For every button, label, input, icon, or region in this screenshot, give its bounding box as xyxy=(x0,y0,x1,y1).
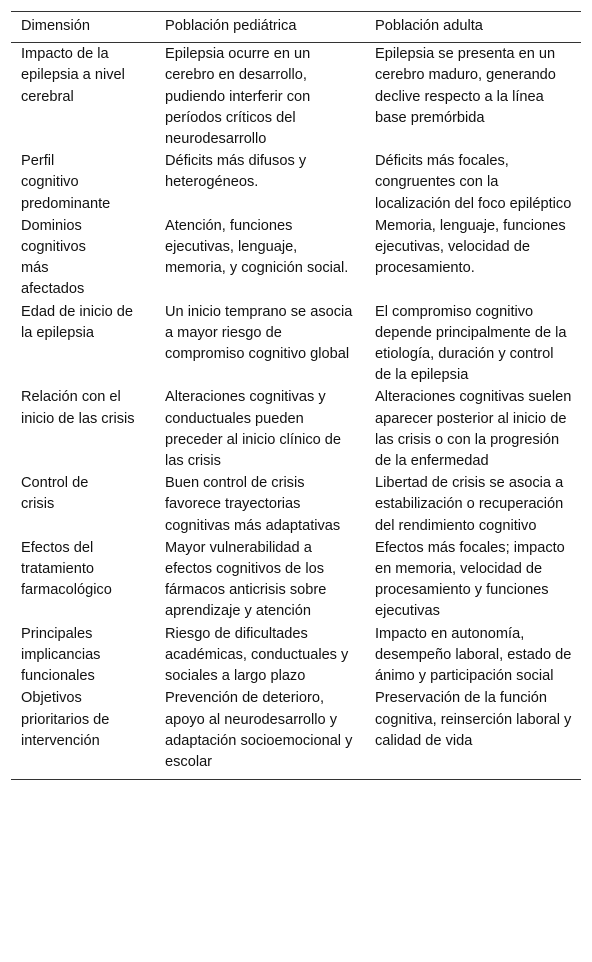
cell-dimension: Efectos del tratamiento farmacológico xyxy=(21,539,112,599)
cell-adult: Déficits más focales, congruentes con la localización del foco epiléptico xyxy=(375,153,572,212)
table-row xyxy=(11,386,581,472)
cell-adult: Preservación de la función cognitiva, reinserción laboral y calidad de vida xyxy=(365,687,581,779)
cell-dimension: Principales implicancias funcionales xyxy=(21,625,101,685)
header-pediatric: Población pediátrica xyxy=(155,12,365,43)
cell-pediatric: Mayor vulnerabilidad a efectos cognitivos de los fármacos anticrisis sobre aprendizaje y atención xyxy=(165,539,327,620)
table-row xyxy=(11,537,581,623)
header-row xyxy=(11,12,581,43)
cell-pediatric: Prevención de deterioro, apoyo al neurodesarrollo y adaptación socioemocional y escolar xyxy=(155,687,365,779)
cell-pediatric: Un inicio temprano se asocia a mayor riesgo de compromiso cognitivo global xyxy=(165,303,353,363)
header-adult: Población adulta xyxy=(365,12,581,43)
table-row xyxy=(11,215,581,301)
cell-adult: Epilepsia se presenta en un cerebro maduro, generando declive respecto a la línea base premórbida xyxy=(375,46,556,126)
cell-pediatric: Buen control de crisis favorece trayectorias cognitivas más adaptativas xyxy=(165,475,341,534)
cell-adult: Efectos más focales; impacto en memoria, velocidad de procesamiento y funciones ejecutivas xyxy=(375,539,565,620)
cell-adult: Alteraciones cognitivas suelen aparecer posterior al inicio de las crisis o con la progresión de la enfermedad xyxy=(375,389,572,470)
table-header xyxy=(11,12,581,43)
cell-adult: Libertad de crisis se asocia a estabilización o recuperación del rendimiento cognitivo xyxy=(375,475,564,534)
cell-adult: Impacto en autonomía, desempeño laboral, estado de ánimo y participación social xyxy=(375,625,572,685)
table-body xyxy=(11,43,581,780)
table-row xyxy=(11,623,581,688)
cell-pediatric: Alteraciones cognitivas y conductuales pueden preceder al inicio clínico de las crisis xyxy=(165,389,342,470)
cell-dimension: Objetivos prioritarios de intervención xyxy=(11,687,155,779)
table-row xyxy=(11,150,581,215)
table-row xyxy=(11,687,581,779)
cell-dimension: Perfil cognitivo predominante xyxy=(21,153,111,212)
cell-dimension: Control de crisis xyxy=(21,475,89,513)
cell-pediatric: Atención, funciones ejecutivas, lenguaje, memoria, y cognición social. xyxy=(165,217,349,277)
cell-adult: El compromiso cognitivo depende principalmente de la etiología, duración y control de la epilepsia xyxy=(375,303,567,384)
cell-adult: Memoria, lenguaje, funciones ejecutivas, velocidad de procesamiento. xyxy=(375,217,566,277)
comparison-table xyxy=(11,11,581,780)
cell-dimension: Impacto de la epilepsia a nivel cerebral xyxy=(21,46,125,105)
table-row xyxy=(11,43,581,151)
cell-pediatric: Epilepsia ocurre en un cerebro en desarrollo, pudiendo interferir con períodos críticos del neurodesarrollo xyxy=(165,46,311,148)
cell-dimension: Dominios cognitivos más afectados xyxy=(21,217,86,298)
cell-pediatric: Riesgo de dificultades académicas, conductuales y sociales a largo plazo xyxy=(165,625,349,685)
table-row xyxy=(11,301,581,387)
cell-pediatric: Déficits más difusos y heterogéneos. xyxy=(165,153,307,191)
cell-dimension: Edad de inicio de la epilepsia xyxy=(21,303,133,341)
table-row xyxy=(11,472,581,537)
cell-dimension: Relación con el inicio de las crisis xyxy=(21,389,135,427)
header-dimension: Dimensión xyxy=(11,12,155,43)
